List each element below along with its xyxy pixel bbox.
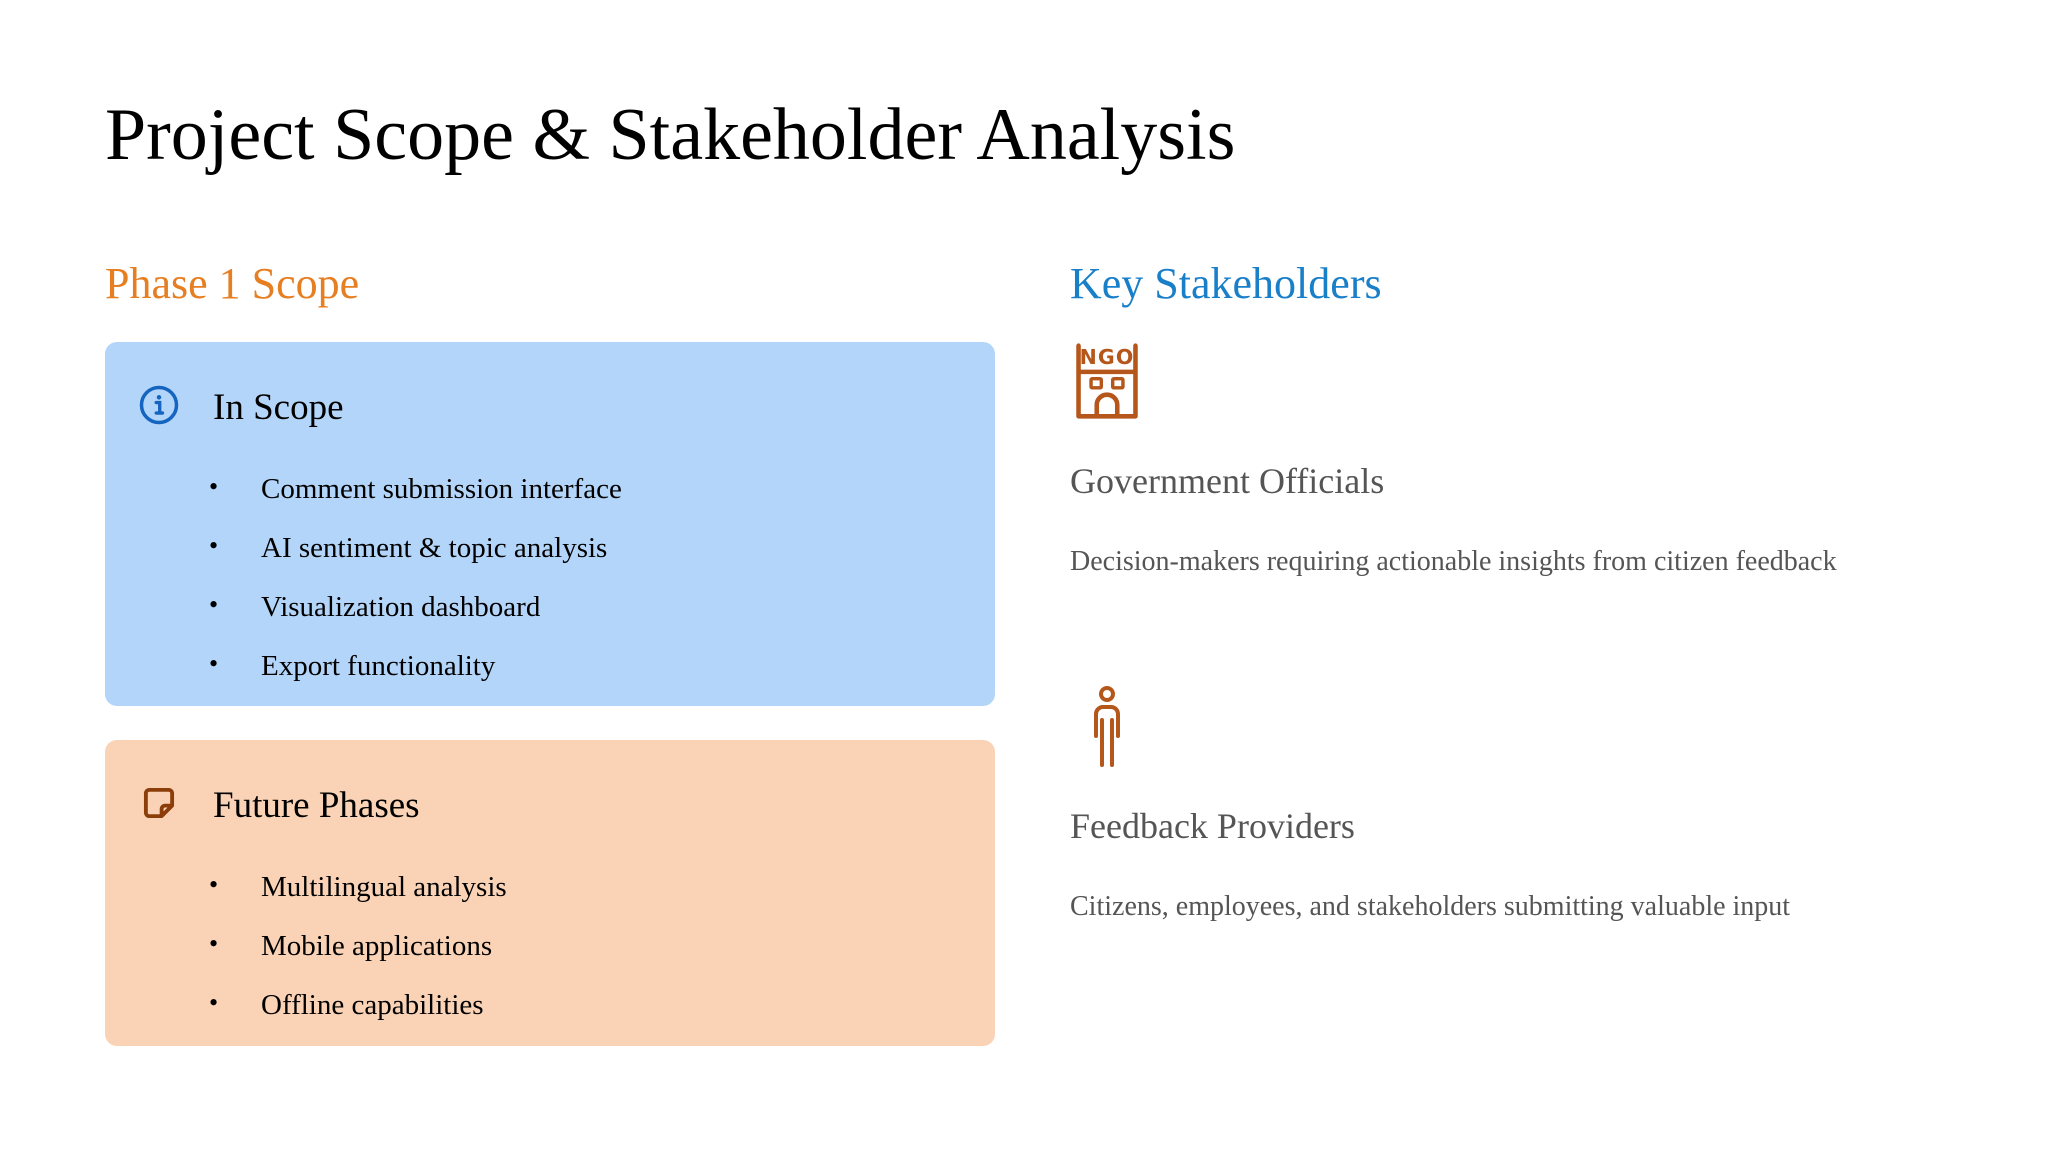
svg-text:NGO: NGO bbox=[1079, 344, 1135, 369]
bullet: • bbox=[209, 929, 219, 958]
person-standing-icon bbox=[1072, 686, 1142, 768]
bullet: • bbox=[209, 531, 219, 560]
stakeholder-name: Government Officials bbox=[1070, 461, 1385, 501]
future-phases-title: Future Phases bbox=[213, 785, 420, 826]
in-scope-title: In Scope bbox=[213, 387, 344, 428]
bullet: • bbox=[209, 870, 219, 899]
sticky-note-icon bbox=[138, 782, 180, 824]
stakeholder-name: Feedback Providers bbox=[1070, 806, 1355, 846]
bullet: • bbox=[209, 988, 219, 1017]
stakeholder-description: Decision-makers requiring actionable insights from citizen feedback bbox=[1070, 546, 1837, 577]
phase-1-scope-heading: Phase 1 Scope bbox=[105, 259, 360, 308]
future-phases-card: Future Phases • Multilingual analysis • Mobile applications • Offline capabilities bbox=[105, 740, 995, 1046]
stakeholder-description: Citizens, employees, and stakeholders submitting valuable input bbox=[1070, 891, 1791, 922]
ngo-building-icon bbox=[1072, 340, 1142, 422]
info-circle-icon bbox=[138, 384, 180, 426]
slide-title: Project Scope & Stakeholder Analysis bbox=[105, 94, 1236, 176]
bullet: • bbox=[209, 649, 219, 678]
bullet: • bbox=[209, 472, 219, 501]
key-stakeholders-heading: Key Stakeholders bbox=[1070, 259, 1382, 308]
bullet: • bbox=[209, 590, 219, 619]
in-scope-card: In Scope • Comment submission interface • AI sentiment & topic analysis • Visualization dashboard • Export functionality bbox=[105, 342, 995, 706]
